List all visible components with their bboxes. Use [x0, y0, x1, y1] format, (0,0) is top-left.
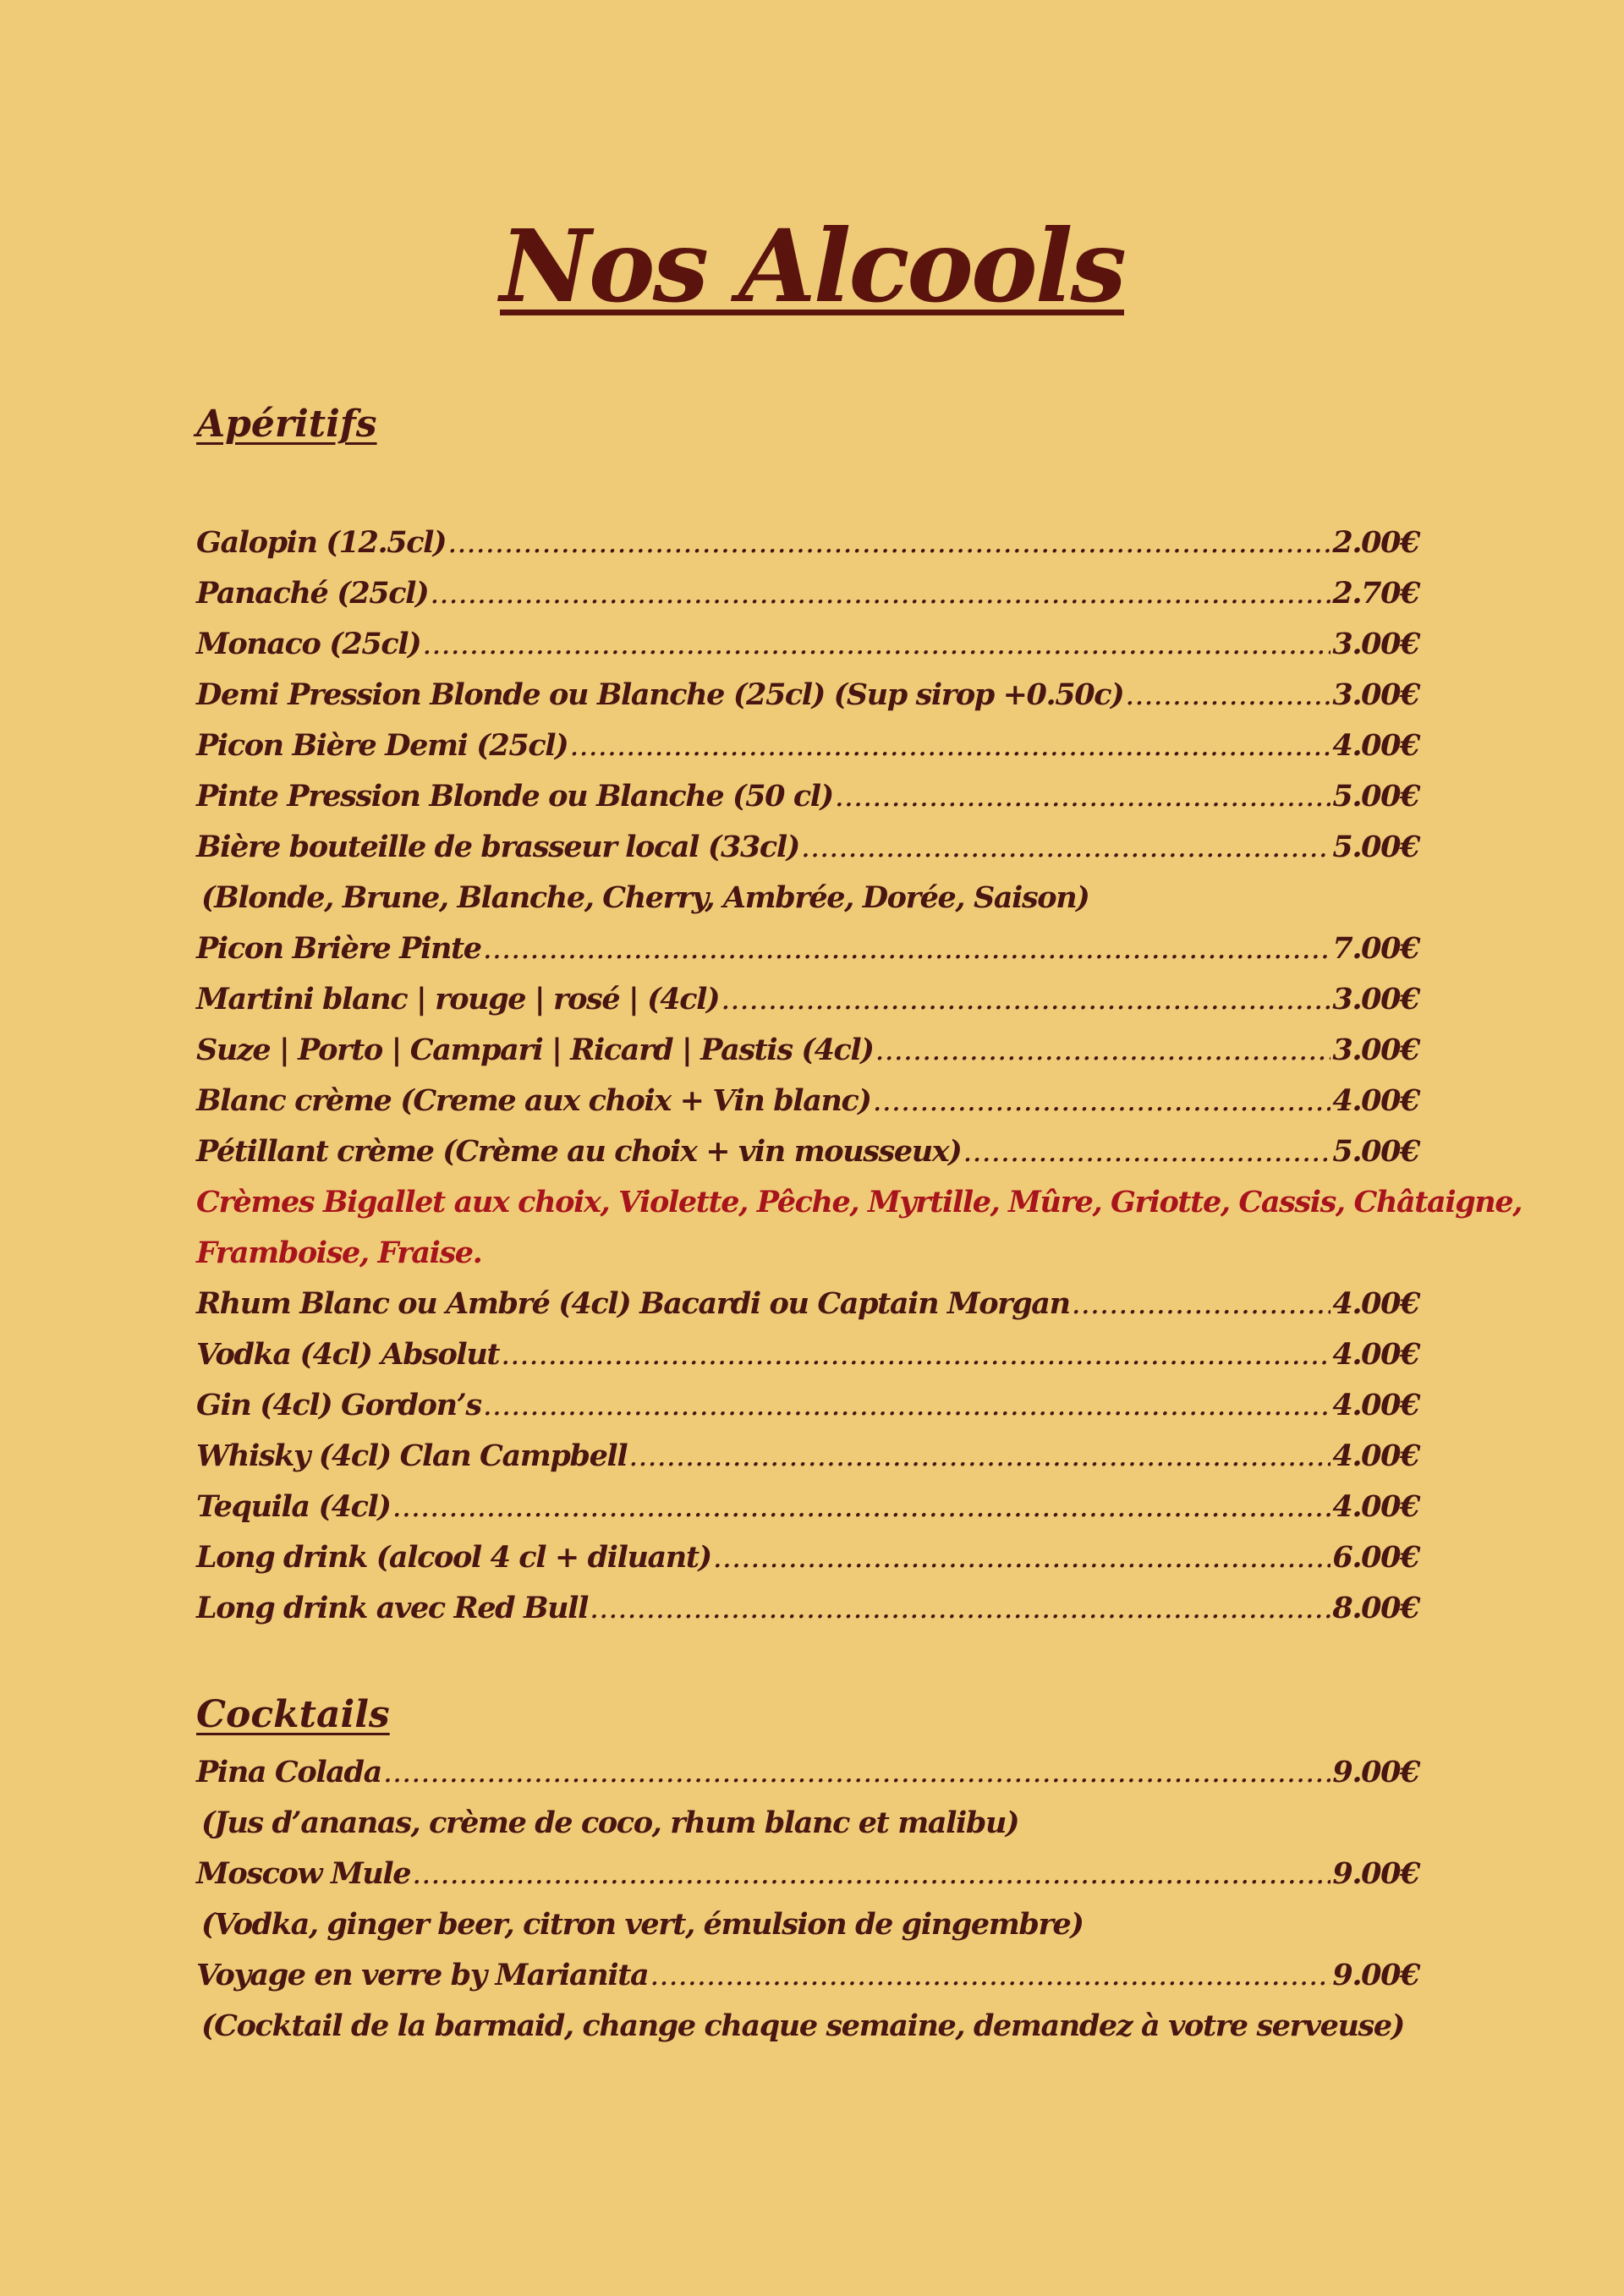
dot-leader	[392, 1482, 1331, 1532]
item-name: Whisky (4cl) Clan Campbell	[196, 1438, 628, 1473]
item-note: (Cocktail de la barmaid, change chaque semaine, demandez à votre serveuse)	[201, 2008, 1404, 2043]
aperitifs-list	[196, 518, 1522, 1634]
menu-item	[196, 1583, 1419, 1634]
menu-item	[196, 1431, 1419, 1482]
menu-item	[196, 1329, 1419, 1380]
item-name: Picon Bière Demi (25cl)	[196, 728, 568, 763]
page-title	[0, 203, 1624, 330]
item-price: 3.00€	[1332, 677, 1419, 712]
section-heading-cocktails: Cocktails	[196, 1693, 390, 1736]
item-name: Demi Pression Blonde ou Blanche (25cl) (Sup sirop +0.50c)	[196, 677, 1124, 712]
item-price: 3.00€	[1332, 627, 1419, 661]
dot-leader	[1072, 1279, 1331, 1329]
item-name: Rhum Blanc ou Ambré (4cl) Bacardi ou Captain Morgan	[196, 1286, 1070, 1321]
item-price: 2.70€	[1332, 576, 1419, 611]
menu-item	[196, 1279, 1419, 1329]
item-name: Picon Brière Pinte	[196, 931, 481, 966]
item-price: 5.00€	[1332, 830, 1419, 864]
item-price: 4.00€	[1332, 1083, 1419, 1118]
item-price: 8.00€	[1332, 1591, 1419, 1625]
item-name: Galopin (12.5cl)	[196, 525, 447, 560]
item-name: Vodka (4cl) Absolut	[196, 1337, 500, 1372]
item-name: Long drink (alcool 4 cl + diluant)	[196, 1540, 711, 1575]
menu-item	[196, 568, 1419, 619]
menu-item	[196, 1849, 1419, 1899]
dot-leader	[963, 1126, 1330, 1177]
item-price: 9.00€	[1332, 1856, 1419, 1891]
dot-leader	[412, 1849, 1330, 1899]
menu-item	[196, 1126, 1419, 1177]
cocktails-list	[196, 1747, 1419, 2052]
dot-leader	[569, 721, 1330, 771]
dot-leader	[383, 1747, 1331, 1798]
item-price: 9.00€	[1332, 1755, 1419, 1789]
item-price: 3.00€	[1332, 982, 1419, 1016]
menu-item	[196, 771, 1419, 822]
menu-item	[196, 1482, 1419, 1532]
item-price: 4.00€	[1332, 1337, 1419, 1372]
item-name: Bière bouteille de brasseur local (33cl)	[196, 830, 799, 864]
menu-item	[196, 1950, 1419, 2001]
item-price: 4.00€	[1332, 1286, 1419, 1321]
item-name: Suze | Porto | Campari | Ricard | Pastis (4cl)	[196, 1033, 874, 1067]
item-price: 3.00€	[1332, 1033, 1419, 1067]
menu-item	[196, 721, 1419, 771]
item-price: 5.00€	[1332, 779, 1419, 814]
menu-item	[196, 1076, 1419, 1126]
dot-leader	[1125, 670, 1330, 721]
dot-leader	[447, 518, 1330, 568]
item-name: Moscow Mule	[196, 1856, 411, 1891]
dot-leader	[501, 1329, 1330, 1380]
item-name: Voyage en verre by Marianita	[196, 1958, 649, 1992]
item-note: (Blonde, Brune, Blanche, Cherry, Ambrée, Dorée, Saison)	[201, 880, 1089, 915]
item-price: 4.00€	[1332, 1438, 1419, 1473]
section-heading-aperitifs: Apéritifs	[196, 403, 377, 446]
menu-item	[196, 1747, 1419, 1798]
dot-leader	[873, 1076, 1331, 1126]
dot-leader	[590, 1583, 1330, 1634]
dot-leader	[875, 1025, 1330, 1076]
dot-leader	[483, 923, 1331, 974]
item-note: (Vodka, ginger beer, citron vert, émulsion de gingembre)	[201, 1907, 1084, 1942]
dot-leader	[713, 1532, 1331, 1583]
menu-item	[196, 619, 1419, 670]
menu-item	[196, 923, 1419, 974]
menu-item	[196, 1380, 1419, 1431]
item-price: 6.00€	[1332, 1540, 1419, 1575]
item-name: Monaco (25cl)	[196, 627, 421, 661]
cremes-highlight-line2: Framboise, Fraise.	[196, 1236, 482, 1270]
item-price: 9.00€	[1332, 1958, 1419, 1992]
item-price: 7.00€	[1332, 931, 1419, 966]
menu-item	[196, 974, 1419, 1025]
item-name: Blanc crème (Creme aux choix + Vin blanc)	[196, 1083, 871, 1118]
dot-leader	[650, 1950, 1330, 2001]
item-price: 2.00€	[1332, 525, 1419, 560]
menu-item	[196, 822, 1419, 873]
menu-item	[196, 1025, 1419, 1076]
cremes-highlight-line1: Crèmes Bigallet aux choix, Violette, Pêche, Myrtille, Mûre, Griotte, Cassis, Châtaigne,	[196, 1185, 1522, 1219]
item-name: Panaché (25cl)	[196, 576, 429, 611]
dot-leader	[835, 771, 1331, 822]
item-price: 4.00€	[1332, 1388, 1419, 1422]
item-note: (Jus d’ananas, crème de coco, rhum blanc et malibu)	[201, 1806, 1019, 1840]
dot-leader	[801, 822, 1331, 873]
item-price: 4.00€	[1332, 728, 1419, 763]
item-name: Pétillant crème (Crème au choix + vin mousseux)	[196, 1134, 962, 1169]
dot-leader	[430, 568, 1330, 619]
item-name: Tequila (4cl)	[196, 1489, 391, 1524]
item-price: 5.00€	[1332, 1134, 1419, 1169]
item-name: Pinte Pression Blonde ou Blanche (50 cl)	[196, 779, 833, 814]
dot-leader	[721, 974, 1330, 1025]
dot-leader	[483, 1380, 1331, 1431]
item-name: Pina Colada	[196, 1755, 381, 1789]
dot-leader	[628, 1431, 1330, 1482]
item-price: 4.00€	[1332, 1489, 1419, 1524]
item-name: Gin (4cl) Gordon’s	[196, 1388, 481, 1422]
menu-item	[196, 518, 1419, 568]
menu-item	[196, 670, 1419, 721]
page-title-text: Nos Alcools	[500, 207, 1124, 325]
dot-leader	[422, 619, 1330, 670]
item-name: Long drink avec Red Bull	[196, 1591, 588, 1625]
item-name: Martini blanc | rouge | rosé | (4cl)	[196, 982, 720, 1016]
menu-item	[196, 1532, 1419, 1583]
